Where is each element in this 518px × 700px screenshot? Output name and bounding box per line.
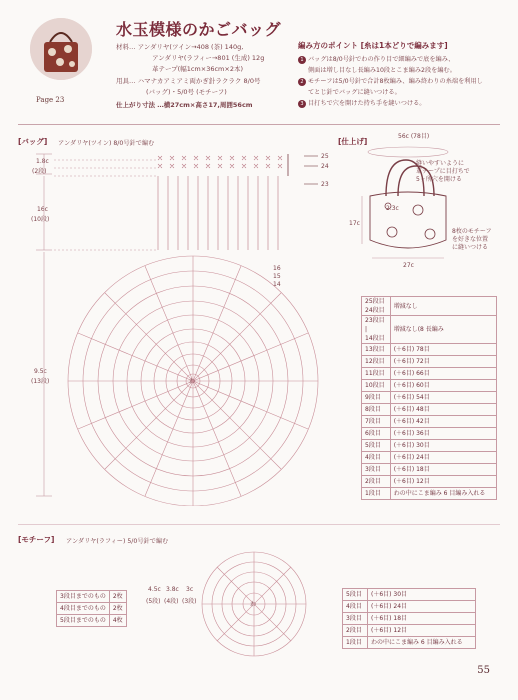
table-row: [57, 603, 127, 615]
table-row: [362, 476, 497, 488]
tools-line: 用具… ハマナカアミアミ両かぎ針ラクラク 8/0号: [116, 77, 261, 85]
row-label: 3段目: [362, 464, 391, 476]
dim-label: 3.8c: [166, 586, 179, 593]
row-value: (＋6目) 12目: [390, 476, 496, 488]
row-value: (＋6目) 36目: [390, 428, 496, 440]
row-value: 2枚: [109, 591, 126, 603]
table-row: [362, 380, 497, 392]
dim-label: (4段): [164, 598, 179, 605]
table-row: [362, 356, 497, 368]
divider: [18, 524, 500, 525]
finish-section-label: [仕上げ]: [338, 137, 368, 146]
row-value: (＋6目) 24目: [390, 452, 496, 464]
table-row: [343, 589, 476, 601]
row-label: 3段目: [343, 613, 368, 625]
dim-label: (10段): [31, 216, 50, 223]
row-label: 12段目: [362, 356, 391, 368]
row-label: 4段目: [343, 601, 368, 613]
row-value: 増減なし(8 長編み: [390, 316, 496, 344]
point-number: 2: [298, 78, 306, 86]
dim-label: (3段): [182, 598, 197, 605]
dim-label: 16c: [37, 206, 48, 213]
row-label: 5段目までのもの: [57, 615, 110, 627]
divider: [18, 124, 500, 125]
row-label: 4段目までのもの: [57, 603, 110, 615]
finish-note: 革テープに目打ちで: [416, 168, 470, 175]
svg-text:15: 15: [273, 273, 281, 280]
row-label: 13段目: [362, 344, 391, 356]
point-2: 2 モチーフは5/0号針で合計8枚編み、編み終わりの糸端を利用し: [298, 76, 483, 86]
finish-height: 17c: [349, 220, 360, 227]
row-value: (＋6目) 18目: [390, 464, 496, 476]
bag-section-label: [バッグ]: [18, 137, 48, 146]
row-label: 10段目: [362, 380, 391, 392]
point-3: 3 目打ちで穴を開けた持ち手を縫いつける。: [298, 98, 426, 108]
page-label: Page 23: [36, 96, 65, 104]
row-label: 9段目: [362, 392, 391, 404]
point-1-cont: 側面は増し目なし長編み10段とこま編み2段を編む。: [308, 67, 456, 74]
finished-bag-sketch: [358, 140, 468, 268]
finish-motif-note: 8枚のモチーフ: [452, 228, 492, 235]
row-label: 6段目: [362, 428, 391, 440]
finish-hole: 2.3c: [386, 205, 399, 212]
row-value: (＋6目) 60目: [390, 380, 496, 392]
row-value: (＋6目) 78目: [390, 344, 496, 356]
row-label: 5段目: [343, 589, 368, 601]
motif-yarn-note: アンダリヤ(ラフィー) 5/0号針で編む: [66, 538, 169, 545]
svg-text:24: 24: [321, 163, 329, 170]
point-1: 1 バッグは8/0号針でわの作り目で細編みで底を編み、: [298, 54, 454, 64]
dim-label: 1.8c: [36, 158, 49, 165]
bag-crochet-diagram: [18, 146, 338, 506]
row-label: 5段目: [362, 440, 391, 452]
dim-label: (13段): [31, 378, 50, 385]
dim-label: (2段): [32, 168, 47, 175]
row-value: (＋6目) 42目: [390, 416, 496, 428]
table-row: [362, 344, 497, 356]
row-value: (＋6目) 18目: [367, 613, 475, 625]
row-value: わの中にこま編み 6 目編み入れる: [390, 488, 496, 500]
page-number: 55: [477, 665, 490, 676]
finish-motif-note: を好きな位置: [452, 236, 489, 243]
table-row: [362, 452, 497, 464]
row-label: 2段目: [343, 625, 368, 637]
row-label: 1段目: [362, 488, 391, 500]
row-value: わの中にこま編み 6 目編み入れる: [367, 637, 475, 649]
table-row: [343, 637, 476, 649]
svg-text:わ: わ: [189, 378, 196, 385]
table-row: [362, 428, 497, 440]
svg-text:25: 25: [321, 153, 329, 160]
table-row: [343, 613, 476, 625]
tools-line: (バッグ)・5/0号 (モチーフ): [146, 88, 227, 96]
row-value: (＋6目) 54目: [390, 392, 496, 404]
svg-text:14: 14: [273, 281, 281, 288]
motif-crochet-diagram: [198, 548, 310, 660]
finish-width: 27c: [403, 262, 414, 269]
finish-note: 5ヶ所穴を開ける: [416, 176, 462, 183]
row-value: 4枚: [109, 615, 126, 627]
row-value: (＋6目) 30目: [390, 440, 496, 452]
motif-section-label: [モチーフ]: [18, 535, 55, 544]
row-label: 25段目 24段目: [362, 297, 391, 316]
table-row: [57, 615, 127, 627]
motif-rows-table: [342, 588, 476, 649]
dim-label: 4.5c: [148, 586, 161, 593]
svg-text:わ: わ: [250, 601, 257, 608]
row-value: (＋6目) 30目: [367, 589, 475, 601]
table-row: [362, 392, 497, 404]
motif-count-table: [56, 590, 127, 627]
table-row: [362, 440, 497, 452]
row-label: 23段目 | 14段目: [362, 316, 391, 344]
row-label: 4段目: [362, 452, 391, 464]
point-number: 1: [298, 56, 306, 64]
row-label: 7段目: [362, 416, 391, 428]
point-2-cont: てとじ針でバッグに縫いつける。: [308, 89, 401, 96]
page-title: 水玉模様のかごバッグ: [116, 20, 282, 39]
row-value: (＋6目) 72目: [390, 356, 496, 368]
table-row: [57, 591, 127, 603]
size-line: 仕上がり寸法 …横27cm×高さ17,周囲56cm: [116, 101, 253, 109]
row-label: 8段目: [362, 404, 391, 416]
bag-photo: [30, 18, 92, 80]
table-row: [362, 404, 497, 416]
materials-line: 革テープ(幅1cm×36cm×2本): [152, 65, 243, 73]
row-value: 増減なし: [390, 297, 496, 316]
dim-label: 3c: [186, 586, 194, 593]
finish-note: 縫いやすいように: [416, 160, 465, 167]
materials-line: 材料… アンダリヤ(ツイン→408 (茶) 140g,: [116, 43, 244, 51]
table-row: [362, 297, 497, 316]
finish-circumference: 56c (78目): [398, 133, 430, 140]
finish-motif-note: に縫いつける: [452, 244, 489, 251]
row-value: (＋6目) 24目: [367, 601, 475, 613]
table-row: [362, 488, 497, 500]
row-value: (＋6目) 48目: [390, 404, 496, 416]
row-value: (＋6目) 12目: [367, 625, 475, 637]
dim-label: 9.5c: [34, 368, 47, 375]
svg-text:16: 16: [273, 265, 281, 272]
table-row: [362, 368, 497, 380]
bag-yarn-note: アンダリヤ(ツイン) 8/0号針で編む: [58, 140, 155, 147]
materials-line: アンダリヤ(ラフィー→801 (生成) 12g: [152, 54, 265, 62]
table-row: [343, 625, 476, 637]
row-label: 3段目までのもの: [57, 591, 110, 603]
row-label: 2段目: [362, 476, 391, 488]
dim-label: (5段): [146, 598, 161, 605]
row-label: 11段目: [362, 368, 391, 380]
table-row: [343, 601, 476, 613]
row-value: (＋6目) 66目: [390, 368, 496, 380]
points-heading: 編み方のポイント [糸は1本どりで編みます]: [298, 41, 448, 50]
table-row: [362, 316, 497, 344]
bag-rows-table: [361, 296, 497, 500]
row-label: 1段目: [343, 637, 368, 649]
table-row: [362, 464, 497, 476]
svg-text:23: 23: [321, 181, 329, 188]
row-value: 2枚: [109, 603, 126, 615]
point-number: 3: [298, 100, 306, 108]
table-row: [362, 416, 497, 428]
